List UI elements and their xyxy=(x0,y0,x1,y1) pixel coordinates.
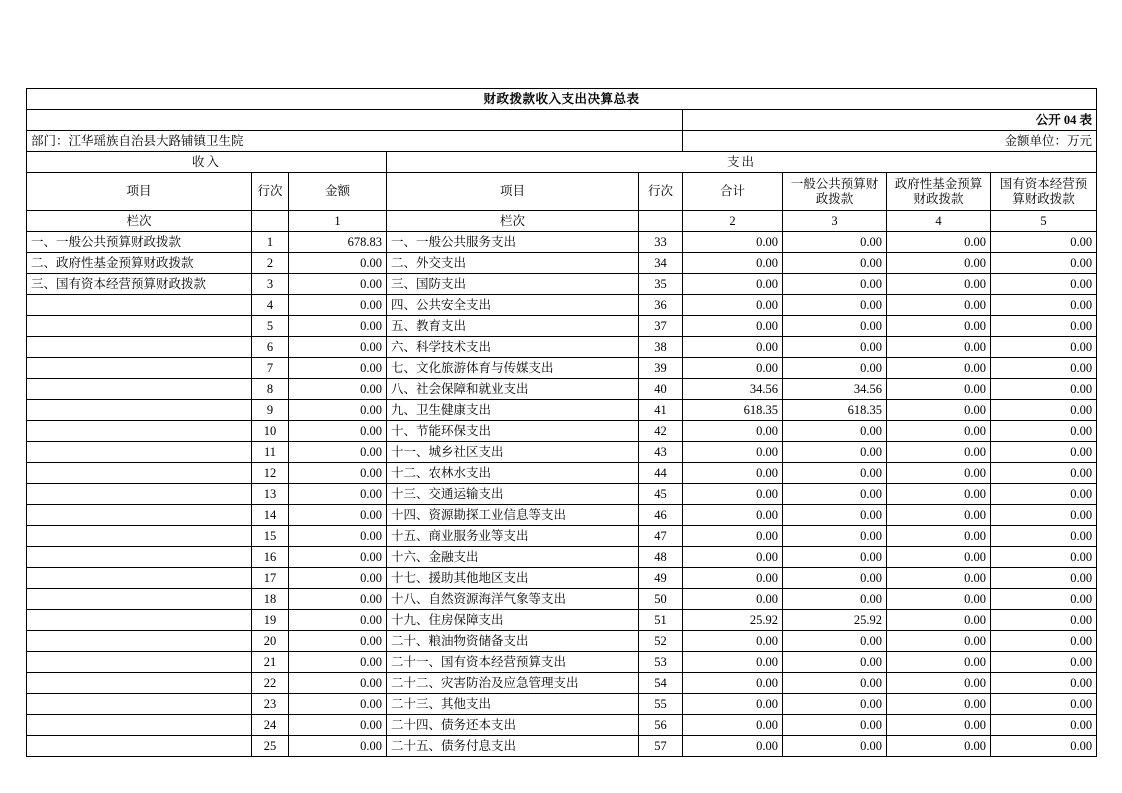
expense-item: 四、公共安全支出 xyxy=(387,295,639,316)
income-amount: 0.00 xyxy=(289,484,387,505)
expense-line: 46 xyxy=(639,505,683,526)
income-item xyxy=(27,400,252,421)
expense-item: 十六、金融支出 xyxy=(387,547,639,568)
expense-gov-fund-budget: 0.00 xyxy=(887,568,991,589)
table-row xyxy=(27,253,1097,274)
income-item xyxy=(27,442,252,463)
expense-state-capital-budget: 0.00 xyxy=(991,379,1097,400)
expense-gov-fund-budget: 0.00 xyxy=(887,526,991,547)
income-line: 15 xyxy=(252,526,289,547)
table-row xyxy=(27,568,1097,589)
expense-state-capital-budget: 0.00 xyxy=(991,610,1097,631)
expense-column-3: 3 xyxy=(783,211,887,232)
expense-total: 618.35 xyxy=(683,400,783,421)
expense-general-public-budget: 0.00 xyxy=(783,232,887,253)
expense-general-public-budget: 0.00 xyxy=(783,274,887,295)
expense-total: 0.00 xyxy=(683,631,783,652)
amount-unit-label: 金额单位：万元 xyxy=(683,131,1097,152)
expense-gov-fund-budget: 0.00 xyxy=(887,631,991,652)
expense-state-capital-budget: 0.00 xyxy=(991,358,1097,379)
table-row xyxy=(27,589,1097,610)
expense-total: 0.00 xyxy=(683,484,783,505)
expense-total: 0.00 xyxy=(683,547,783,568)
expense-total: 0.00 xyxy=(683,295,783,316)
expense-gov-fund-budget: 0.00 xyxy=(887,673,991,694)
expense-total: 0.00 xyxy=(683,589,783,610)
expense-line: 53 xyxy=(639,652,683,673)
expense-line: 49 xyxy=(639,568,683,589)
expense-item: 九、卫生健康支出 xyxy=(387,400,639,421)
expense-total: 0.00 xyxy=(683,652,783,673)
expense-general-public-budget: 0.00 xyxy=(783,715,887,736)
expense-state-capital-budget: 0.00 xyxy=(991,526,1097,547)
income-line: 5 xyxy=(252,316,289,337)
expense-line: 40 xyxy=(639,379,683,400)
expense-total: 0.00 xyxy=(683,736,783,757)
expense-item: 十八、自然资源海洋气象等支出 xyxy=(387,589,639,610)
expense-line: 50 xyxy=(639,589,683,610)
income-amount: 0.00 xyxy=(289,589,387,610)
expense-item: 五、教育支出 xyxy=(387,316,639,337)
expense-total: 0.00 xyxy=(683,232,783,253)
spacer-row xyxy=(27,110,1097,131)
expense-gov-fund-budget: 0.00 xyxy=(887,589,991,610)
expense-item: 七、文化旅游体育与传媒支出 xyxy=(387,358,639,379)
income-line: 20 xyxy=(252,631,289,652)
income-amount: 0.00 xyxy=(289,610,387,631)
income-amount: 0.00 xyxy=(289,526,387,547)
income-group-header: 收入 xyxy=(27,152,387,173)
expense-item: 二、外交支出 xyxy=(387,253,639,274)
expense-total: 0.00 xyxy=(683,568,783,589)
title-row xyxy=(27,89,1097,110)
expense-state-capital-budget: 0.00 xyxy=(991,694,1097,715)
expense-total: 0.00 xyxy=(683,316,783,337)
budget-sheet xyxy=(26,88,1096,757)
income-item xyxy=(27,421,252,442)
income-amount: 0.00 xyxy=(289,316,387,337)
column-header-row xyxy=(27,173,1097,211)
income-amount: 0.00 xyxy=(289,400,387,421)
income-line: 16 xyxy=(252,547,289,568)
expense-column-4: 4 xyxy=(887,211,991,232)
table-row xyxy=(27,694,1097,715)
expense-gov-fund-budget: 0.00 xyxy=(887,253,991,274)
expense-line: 41 xyxy=(639,400,683,421)
expense-item: 十七、援助其他地区支出 xyxy=(387,568,639,589)
expense-line: 56 xyxy=(639,715,683,736)
expense-gov-fund-budget: 0.00 xyxy=(887,463,991,484)
income-line: 22 xyxy=(252,673,289,694)
expense-item: 十三、交通运输支出 xyxy=(387,484,639,505)
expense-state-capital-budget: 0.00 xyxy=(991,316,1097,337)
expense-total: 0.00 xyxy=(683,358,783,379)
expense-general-public-budget: 0.00 xyxy=(783,316,887,337)
income-line: 25 xyxy=(252,736,289,757)
expense-general-public-budget: 0.00 xyxy=(783,736,887,757)
expense-gov-fund-budget: 0.00 xyxy=(887,232,991,253)
expense-general-public-budget: 25.92 xyxy=(783,610,887,631)
expense-general-public-budget: 0.00 xyxy=(783,547,887,568)
expense-total: 0.00 xyxy=(683,253,783,274)
income-line: 3 xyxy=(252,274,289,295)
expense-gov-fund-budget: 0.00 xyxy=(887,295,991,316)
table-row xyxy=(27,400,1097,421)
income-line: 4 xyxy=(252,295,289,316)
dept-unit-row xyxy=(27,131,1097,152)
table-row xyxy=(27,442,1097,463)
expense-line: 33 xyxy=(639,232,683,253)
income-line: 11 xyxy=(252,442,289,463)
expense-state-capital-budget: 0.00 xyxy=(991,652,1097,673)
expense-state-capital-budget: 0.00 xyxy=(991,400,1097,421)
expense-gov-fund-budget: 0.00 xyxy=(887,736,991,757)
expense-line: 52 xyxy=(639,631,683,652)
expense-item: 三、国防支出 xyxy=(387,274,639,295)
expense-gov-fund-budget: 0.00 xyxy=(887,505,991,526)
income-line: 6 xyxy=(252,337,289,358)
expense-gov-fund-budget: 0.00 xyxy=(887,358,991,379)
expense-gov-fund-budget: 0.00 xyxy=(887,694,991,715)
expense-total: 34.56 xyxy=(683,379,783,400)
income-amount: 0.00 xyxy=(289,673,387,694)
income-item: 三、国有资本经营预算财政拨款 xyxy=(27,274,252,295)
income-amount-header: 金额 xyxy=(289,173,387,211)
income-line: 23 xyxy=(252,694,289,715)
expense-gov-fund-budget: 0.00 xyxy=(887,379,991,400)
expense-gov-fund-budget: 0.00 xyxy=(887,547,991,568)
table-row xyxy=(27,505,1097,526)
expense-gov-fund-budget: 0.00 xyxy=(887,316,991,337)
column-number-row xyxy=(27,211,1097,232)
state-capital-budget-header: 国有资本经营预算财政拨款 xyxy=(991,173,1097,211)
income-column-label: 栏次 xyxy=(27,211,252,232)
expense-line: 48 xyxy=(639,547,683,568)
income-amount: 0.00 xyxy=(289,631,387,652)
expense-general-public-budget: 0.00 xyxy=(783,631,887,652)
expense-line: 44 xyxy=(639,463,683,484)
expense-line: 42 xyxy=(639,421,683,442)
income-amount: 0.00 xyxy=(289,253,387,274)
income-item xyxy=(27,547,252,568)
income-line: 2 xyxy=(252,253,289,274)
expense-state-capital-budget: 0.00 xyxy=(991,232,1097,253)
expense-line: 37 xyxy=(639,316,683,337)
expense-total: 25.92 xyxy=(683,610,783,631)
income-line: 24 xyxy=(252,715,289,736)
income-amount: 0.00 xyxy=(289,421,387,442)
income-line: 19 xyxy=(252,610,289,631)
group-header-row xyxy=(27,152,1097,173)
public-form-number: 公开 04 表 xyxy=(683,110,1097,131)
table-body xyxy=(27,232,1097,757)
income-line: 21 xyxy=(252,652,289,673)
expense-state-capital-budget: 0.00 xyxy=(991,631,1097,652)
income-amount: 0.00 xyxy=(289,505,387,526)
expense-item: 十九、住房保障支出 xyxy=(387,610,639,631)
expense-general-public-budget: 0.00 xyxy=(783,421,887,442)
expense-item: 二十五、债务付息支出 xyxy=(387,736,639,757)
page-title: 财政拨款收入支出决算总表 xyxy=(27,89,1097,110)
expense-gov-fund-budget: 0.00 xyxy=(887,610,991,631)
table-row xyxy=(27,358,1097,379)
expense-item: 二十、粮油物资储备支出 xyxy=(387,631,639,652)
table-row xyxy=(27,652,1097,673)
expense-item: 二十二、灾害防治及应急管理支出 xyxy=(387,673,639,694)
expense-total: 0.00 xyxy=(683,715,783,736)
table-row xyxy=(27,274,1097,295)
income-item xyxy=(27,673,252,694)
expense-line: 47 xyxy=(639,526,683,547)
expense-line: 36 xyxy=(639,295,683,316)
income-item xyxy=(27,505,252,526)
expense-gov-fund-budget: 0.00 xyxy=(887,274,991,295)
income-item xyxy=(27,694,252,715)
income-item xyxy=(27,736,252,757)
expense-gov-fund-budget: 0.00 xyxy=(887,715,991,736)
expense-total-header: 合计 xyxy=(683,173,783,211)
expense-gov-fund-budget: 0.00 xyxy=(887,442,991,463)
income-line: 17 xyxy=(252,568,289,589)
income-item xyxy=(27,568,252,589)
expense-state-capital-budget: 0.00 xyxy=(991,463,1097,484)
expense-item: 十四、资源勘探工业信息等支出 xyxy=(387,505,639,526)
expense-line-header: 行次 xyxy=(639,173,683,211)
income-line: 18 xyxy=(252,589,289,610)
income-amount: 0.00 xyxy=(289,568,387,589)
income-item xyxy=(27,631,252,652)
income-amount: 0.00 xyxy=(289,463,387,484)
income-amount: 0.00 xyxy=(289,358,387,379)
expense-general-public-budget: 0.00 xyxy=(783,652,887,673)
expense-general-public-budget: 0.00 xyxy=(783,484,887,505)
table-row xyxy=(27,610,1097,631)
expense-general-public-budget: 618.35 xyxy=(783,400,887,421)
income-item xyxy=(27,526,252,547)
table-row xyxy=(27,337,1097,358)
expense-line: 35 xyxy=(639,274,683,295)
income-amount: 0.00 xyxy=(289,295,387,316)
table-row xyxy=(27,421,1097,442)
expense-line: 51 xyxy=(639,610,683,631)
expense-general-public-budget: 0.00 xyxy=(783,526,887,547)
expense-column-label: 栏次 xyxy=(387,211,639,232)
income-line: 14 xyxy=(252,505,289,526)
table-row xyxy=(27,673,1097,694)
expense-total: 0.00 xyxy=(683,463,783,484)
expense-general-public-budget: 0.00 xyxy=(783,694,887,715)
expense-state-capital-budget: 0.00 xyxy=(991,274,1097,295)
table-row xyxy=(27,547,1097,568)
income-item-header: 项目 xyxy=(27,173,252,211)
expense-line: 54 xyxy=(639,673,683,694)
income-item xyxy=(27,463,252,484)
expense-state-capital-budget: 0.00 xyxy=(991,736,1097,757)
expense-total: 0.00 xyxy=(683,505,783,526)
expense-item: 十二、农林水支出 xyxy=(387,463,639,484)
table-row xyxy=(27,463,1097,484)
expense-state-capital-budget: 0.00 xyxy=(991,442,1097,463)
income-item xyxy=(27,484,252,505)
gov-fund-budget-header: 政府性基金预算财政拨款 xyxy=(887,173,991,211)
expense-item: 八、社会保障和就业支出 xyxy=(387,379,639,400)
expense-item: 六、科学技术支出 xyxy=(387,337,639,358)
income-line: 8 xyxy=(252,379,289,400)
income-item xyxy=(27,316,252,337)
spacer-left xyxy=(27,110,683,131)
expense-item: 一、一般公共服务支出 xyxy=(387,232,639,253)
expense-line: 38 xyxy=(639,337,683,358)
income-line: 10 xyxy=(252,421,289,442)
expense-total: 0.00 xyxy=(683,442,783,463)
expense-general-public-budget: 0.00 xyxy=(783,295,887,316)
income-amount: 678.83 xyxy=(289,232,387,253)
department-label: 部门：江华瑶族自治县大路铺镇卫生院 xyxy=(27,131,683,152)
expense-line: 55 xyxy=(639,694,683,715)
expense-item: 十五、商业服务业等支出 xyxy=(387,526,639,547)
expense-item: 二十一、国有资本经营预算支出 xyxy=(387,652,639,673)
expense-item: 二十四、债务还本支出 xyxy=(387,715,639,736)
income-item xyxy=(27,358,252,379)
expense-gov-fund-budget: 0.00 xyxy=(887,652,991,673)
income-amount: 0.00 xyxy=(289,442,387,463)
table-row xyxy=(27,484,1097,505)
expense-state-capital-budget: 0.00 xyxy=(991,568,1097,589)
income-item xyxy=(27,589,252,610)
expense-general-public-budget: 0.00 xyxy=(783,505,887,526)
expense-item: 十、节能环保支出 xyxy=(387,421,639,442)
expense-item: 十一、城乡社区支出 xyxy=(387,442,639,463)
income-line-header: 行次 xyxy=(252,173,289,211)
income-amount: 0.00 xyxy=(289,547,387,568)
income-line: 9 xyxy=(252,400,289,421)
table-row xyxy=(27,631,1097,652)
table-row xyxy=(27,232,1097,253)
expense-total: 0.00 xyxy=(683,673,783,694)
income-amount: 0.00 xyxy=(289,379,387,400)
expense-gov-fund-budget: 0.00 xyxy=(887,337,991,358)
expense-general-public-budget: 0.00 xyxy=(783,673,887,694)
income-item xyxy=(27,379,252,400)
expense-state-capital-budget: 0.00 xyxy=(991,589,1097,610)
table-row xyxy=(27,295,1097,316)
expense-gov-fund-budget: 0.00 xyxy=(887,400,991,421)
expense-general-public-budget: 0.00 xyxy=(783,442,887,463)
expense-line: 57 xyxy=(639,736,683,757)
expense-state-capital-budget: 0.00 xyxy=(991,715,1097,736)
income-line: 7 xyxy=(252,358,289,379)
expense-item: 二十三、其他支出 xyxy=(387,694,639,715)
income-item: 二、政府性基金预算财政拨款 xyxy=(27,253,252,274)
income-amount: 0.00 xyxy=(289,337,387,358)
expense-line: 34 xyxy=(639,253,683,274)
income-amount: 0.00 xyxy=(289,715,387,736)
expense-state-capital-budget: 0.00 xyxy=(991,295,1097,316)
expense-general-public-budget: 0.00 xyxy=(783,253,887,274)
table-row xyxy=(27,526,1097,547)
expense-column-blank xyxy=(639,211,683,232)
expense-total: 0.00 xyxy=(683,526,783,547)
expense-column-2: 2 xyxy=(683,211,783,232)
expense-group-header: 支出 xyxy=(387,152,1097,173)
expense-state-capital-budget: 0.00 xyxy=(991,673,1097,694)
expense-total: 0.00 xyxy=(683,421,783,442)
general-public-budget-header: 一般公共预算财政拨款 xyxy=(783,173,887,211)
table-row xyxy=(27,379,1097,400)
expense-line: 43 xyxy=(639,442,683,463)
expense-gov-fund-budget: 0.00 xyxy=(887,484,991,505)
expense-general-public-budget: 34.56 xyxy=(783,379,887,400)
expense-total: 0.00 xyxy=(683,694,783,715)
income-amount: 0.00 xyxy=(289,274,387,295)
expense-total: 0.00 xyxy=(683,274,783,295)
income-item xyxy=(27,610,252,631)
table-row xyxy=(27,715,1097,736)
income-column-blank xyxy=(252,211,289,232)
income-amount: 0.00 xyxy=(289,736,387,757)
expense-general-public-budget: 0.00 xyxy=(783,337,887,358)
income-line: 1 xyxy=(252,232,289,253)
table-row xyxy=(27,736,1097,757)
expense-gov-fund-budget: 0.00 xyxy=(887,421,991,442)
expense-state-capital-budget: 0.00 xyxy=(991,337,1097,358)
income-amount: 0.00 xyxy=(289,694,387,715)
income-amount: 0.00 xyxy=(289,652,387,673)
expense-total: 0.00 xyxy=(683,337,783,358)
income-item xyxy=(27,652,252,673)
expense-state-capital-budget: 0.00 xyxy=(991,421,1097,442)
income-item xyxy=(27,715,252,736)
expense-general-public-budget: 0.00 xyxy=(783,463,887,484)
expense-line: 39 xyxy=(639,358,683,379)
expense-general-public-budget: 0.00 xyxy=(783,589,887,610)
financial-allocation-table xyxy=(26,88,1097,757)
income-line: 12 xyxy=(252,463,289,484)
income-column-1: 1 xyxy=(289,211,387,232)
expense-general-public-budget: 0.00 xyxy=(783,568,887,589)
income-item xyxy=(27,295,252,316)
expense-state-capital-budget: 0.00 xyxy=(991,484,1097,505)
expense-general-public-budget: 0.00 xyxy=(783,358,887,379)
income-item: 一、一般公共预算财政拨款 xyxy=(27,232,252,253)
income-item xyxy=(27,337,252,358)
expense-column-5: 5 xyxy=(991,211,1097,232)
expense-line: 45 xyxy=(639,484,683,505)
expense-state-capital-budget: 0.00 xyxy=(991,253,1097,274)
expense-item-header: 项目 xyxy=(387,173,639,211)
expense-state-capital-budget: 0.00 xyxy=(991,505,1097,526)
income-line: 13 xyxy=(252,484,289,505)
table-row xyxy=(27,316,1097,337)
expense-state-capital-budget: 0.00 xyxy=(991,547,1097,568)
